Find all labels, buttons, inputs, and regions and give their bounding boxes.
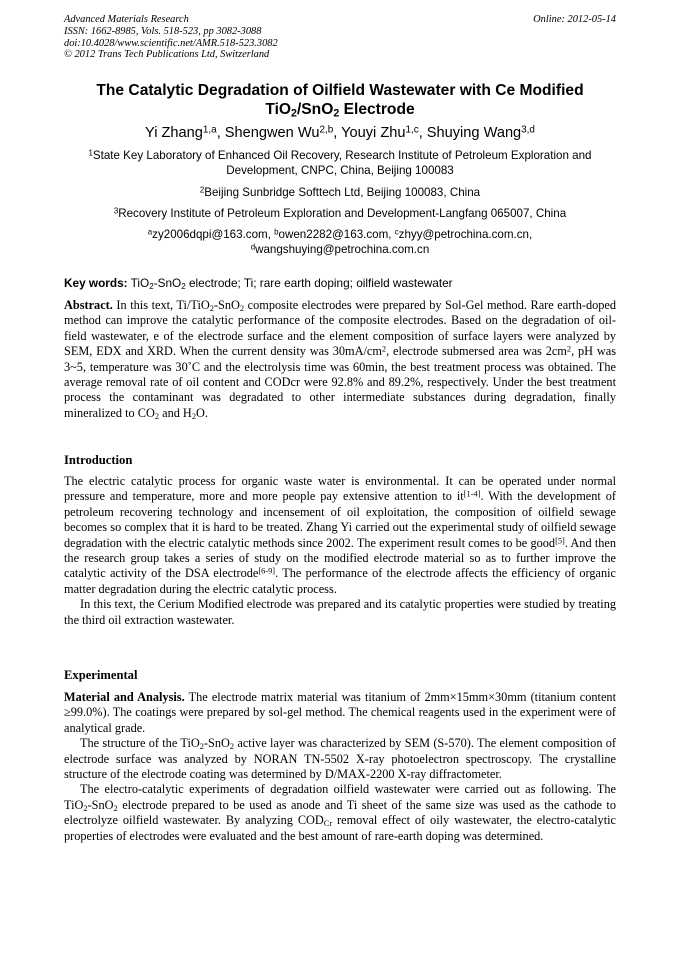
author (341, 125, 427, 141)
keywords-text: electrode; Ti; rare earth doping; oilfield wastewater (185, 276, 453, 290)
title-text: /SnO (296, 100, 334, 118)
subscript: 2 (191, 411, 197, 421)
online-date: Online: 2012-05-14 (533, 14, 616, 25)
title-line-1: The Catalytic Degradation of Oilfield Wastewater with Ce Modified (96, 82, 584, 99)
journal-name: Advanced Materials Research (64, 14, 189, 25)
keywords-text: TiO (127, 276, 150, 290)
author (225, 125, 341, 141)
affiliation-mark: 1 (88, 148, 93, 158)
keywords-text: -SnO (153, 276, 182, 290)
author-name: Shuying Wang (426, 125, 522, 141)
subscript: 2 (181, 281, 186, 291)
paragraph (64, 474, 616, 597)
text: and H (159, 405, 192, 420)
affiliation-mark: 2 (199, 185, 205, 195)
abstract (64, 298, 616, 421)
title-text: Electrode (339, 100, 415, 118)
email-mark: b (274, 227, 279, 237)
author-affiliation-mark: 1,c (405, 124, 419, 136)
subscript: 2 (229, 742, 235, 752)
email-line (64, 242, 616, 257)
email-link[interactable]: zy2006dqpi@163.com, (152, 228, 275, 241)
paragraph: In this text, the Cerium Modified electrode was prepared and its catalytic properties were studied by treating the third oil extraction wastewater. (64, 597, 616, 627)
subscript: Cr (323, 819, 333, 829)
text: -SnO (213, 298, 240, 312)
author-name: Shengwen Wu (224, 125, 320, 141)
author-separator: , (333, 125, 342, 141)
author-affiliation-mark: 1,a (202, 124, 217, 136)
affiliation-2 (64, 185, 616, 200)
section-heading-introduction: Introduction (64, 453, 133, 467)
copyright-line: © 2012 Trans Tech Publications Ltd, Switzerland (64, 49, 270, 61)
text: . With the development of petroleum recovering technology and incensement of oil exploitation, the composition of oilfield sewage becomes so complex that it is hard to be treated. Zhang Yi carried out the experimental study of oilfield sewage degradation with the electric catalytic methods since 2002. The experiment result comes to be good (64, 489, 616, 550)
email-mark: d (250, 242, 256, 252)
citation-link[interactable]: [5] (555, 535, 565, 545)
author (427, 125, 535, 141)
paragraph (64, 782, 616, 844)
author-name: Youyi Zhu (341, 125, 406, 141)
author (145, 125, 225, 141)
citation-link[interactable]: [6-9] (258, 566, 276, 576)
text: active layer was characterized by SEM (S-570). The element composition of electrode surface was analyzed by NORAN TN-5502 X-ray photoelectron spectroscopy. The crystalline structure of the electrode coating was determined by D/MAX-2200 X-ray diffractometer. (64, 736, 617, 782)
superscript: 2 (381, 344, 387, 354)
keywords-label: Key words: (64, 276, 128, 290)
text: . And then the research group takes a series of study on the modified electrode material so as to further improve the catalytic activity of the DSA electrode (64, 535, 616, 581)
email-link[interactable]: owen2282@163.com, (278, 228, 395, 241)
superscript: 2 (566, 344, 572, 354)
author-affiliation-mark: 3,d (521, 124, 535, 136)
text: composite electrodes were prepared by Sol-Gel method. Rare earth-doped method can improve the catalytic performance of the composite electrodes. Based on the degradation of oil-field wastewater, e of the electrode surface and the element composition of surface layers were analyzed by SEM, EDX and XRD. When the current density was 30mA/cm (64, 298, 617, 359)
paper-title (64, 82, 616, 119)
issn-line: ISSN: 1662-8985, Vols. 518-523, pp 3082-3088 (64, 25, 262, 37)
text: The structure of the TiO (80, 736, 200, 751)
doi-line[interactable]: doi:10.4028/www.scientific.net/AMR.518-523.3082 (64, 37, 278, 49)
text: -SnO (87, 797, 114, 812)
author-separator: , (216, 125, 225, 141)
introduction-body (64, 474, 616, 628)
text: . The performance of the electrode affects the efficiency of organic matter degradation during the electric catalytic process. (64, 566, 616, 596)
affiliation-text: Recovery Institute of Petroleum Exploration and Development-Langfang 065007, China (118, 207, 567, 220)
affiliation-text: State Key Laboratory of Enhanced Oil Recovery, Research Institute of Petroleum Exploration and (92, 149, 592, 162)
affiliation-text: Beijing Sunbridge Softtech Ltd, Beijing 100083, China (204, 186, 481, 199)
author-emails (64, 227, 616, 257)
affiliation-3 (64, 206, 616, 221)
subscript: 2 (83, 803, 88, 813)
journal-header (64, 14, 616, 61)
author-name: Yi Zhang (145, 125, 203, 141)
text: O. (196, 405, 208, 420)
text: The electrode matrix material was titanium of 2mm×15mm×30mm (titanium content ≥99.0%). The coatings were prepared by sol-gel method. The chemical reagents used in the experiment were of analytical grade. (64, 690, 616, 735)
text: , pH was 3~5, temperature was 30˚C and the electrolysis time was 60min, the best treatment process was obtained. The average removal rate of oil content and CODcr were 92.8% and 89.2%, respectively. Under the best treatment process the contaminant was degradated to other intermediate substances during degradation, finally mineralized to CO (64, 344, 616, 420)
author-list (64, 124, 616, 142)
subsection-label: Material and Analysis. (64, 690, 185, 704)
author-affiliation-mark: 2,b (319, 124, 334, 136)
subscript: 2 (209, 303, 214, 313)
paragraph (64, 736, 616, 782)
affiliation-line (64, 148, 616, 163)
text: removal effect of oily wastewater, the electro-catalytic properties of electrodes were evaluated and the best amount of rare-earth doping was determined. (64, 813, 616, 843)
text: -SnO (203, 736, 230, 751)
title-text: TiO (265, 100, 292, 118)
subscript: 2 (154, 411, 160, 421)
email-mark: a (147, 227, 153, 237)
text: , electrode submersed area was 2cm (386, 344, 567, 359)
email-line (64, 227, 616, 242)
section-heading-experimental: Experimental (64, 668, 138, 682)
subscript: 2 (239, 303, 245, 313)
affiliation-1 (64, 148, 616, 178)
author-separator: , (418, 125, 427, 141)
keywords (64, 276, 616, 291)
text: electrode prepared to be used as anode and Ti sheet of the same size was used as the cathode to electrolyze oilfield wastewater. By analyzing COD (64, 797, 616, 828)
subscript: 2 (199, 742, 204, 752)
email-link[interactable]: wangshuying@petrochina.com.cn (255, 243, 430, 256)
email-mark: c (394, 227, 399, 237)
subscript: 2 (149, 281, 154, 291)
title-subscript: 2 (333, 106, 340, 119)
affiliation-mark: 3 (113, 206, 119, 216)
abstract-label: Abstract. (64, 298, 113, 312)
subscript: 2 (113, 803, 118, 813)
email-link[interactable]: zhyy@petrochina.com.cn, (398, 228, 533, 241)
abstract-paragraph (64, 298, 616, 421)
text: The electro-catalytic experiments of degradation oilfield wastewater were carried out as following. The TiO (64, 782, 616, 812)
affiliation-line: Development, CNPC, China, Beijing 100083 (226, 164, 454, 177)
citation-link[interactable]: [1-4] (463, 489, 481, 499)
title-line-2 (64, 101, 616, 120)
experimental-body (64, 690, 616, 844)
title-subscript: 2 (291, 106, 297, 119)
text: In this text, Ti/TiO (112, 298, 210, 312)
paragraph (64, 690, 616, 736)
text: The electric catalytic process for organic waste water is environmental. It can be operated under normal pressure and temperature, more and more people pay extensive attention to it (64, 474, 616, 504)
